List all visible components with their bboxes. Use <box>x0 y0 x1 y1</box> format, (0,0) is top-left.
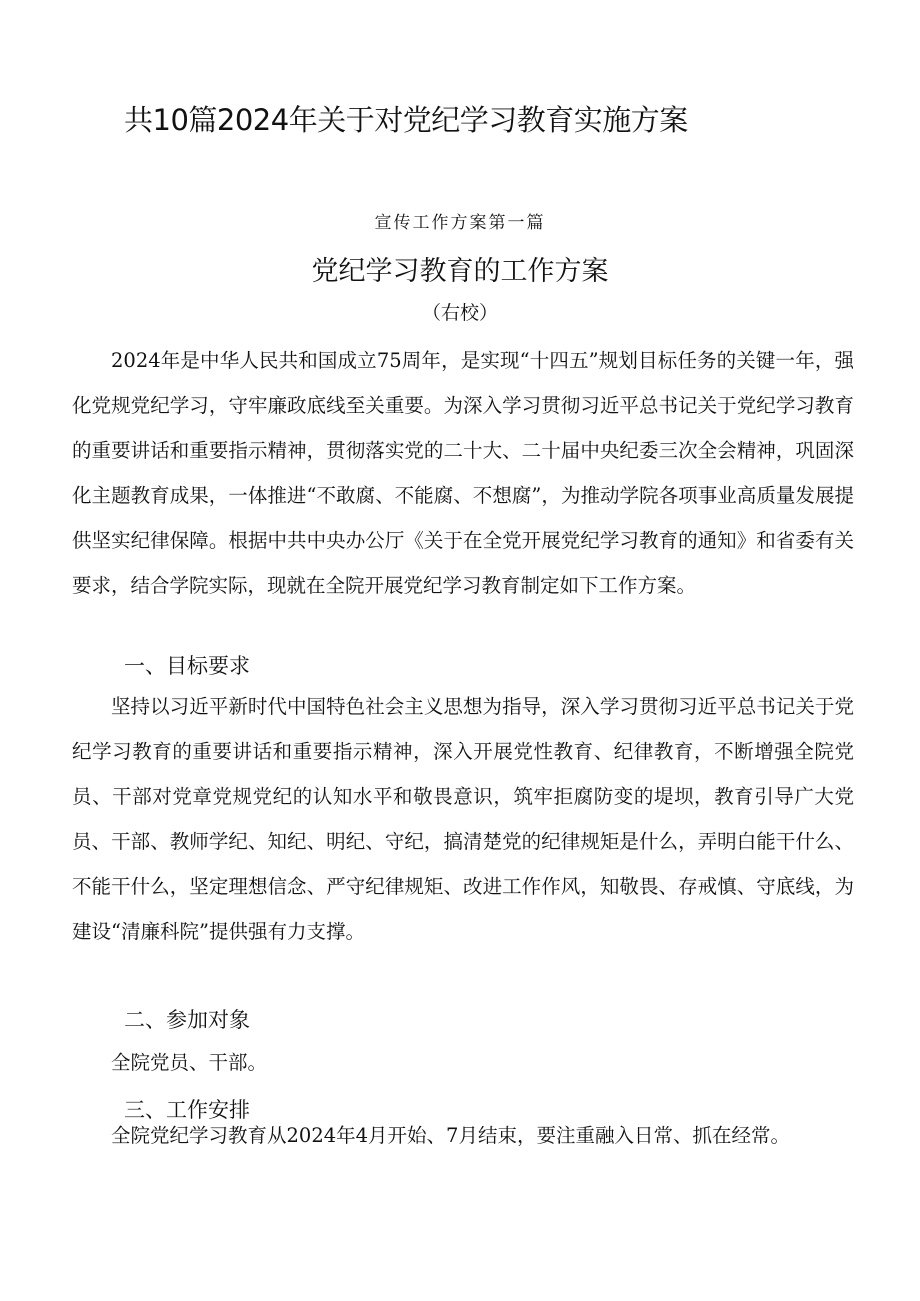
section-heading-goals: 一、目标要求 <box>124 654 250 678</box>
section-heading-arrangement: 三、工作安排 <box>124 1098 250 1122</box>
intro-paragraph: 2024年是中华人民共和国成立75周年，是实现“十四五”规划目标任务的关键一年，强化党规党纪学习，守牢廉政底线至关重要。为深入学习贯彻习近平总书记关于党纪学习教育的重要讲话和重要指示精神，贯彻落实党的二十大、二十届中央纪委三次全会精神，巩固深化主题教育成果，一体推进“不敢腐、不能腐、不想腐”，为推动学院各项事业高质量发展提供坚实纪律保障。根据中共中央办公厅《关于在全党开展党纪学习教育的通知》和省委有关要求，结合学院实际，现就在全院开展党纪学习教育制定如下工作方案。 <box>72 349 854 597</box>
section-heading-participants: 二、参加对象 <box>124 1008 250 1032</box>
document-subtitle: 宣传工作方案第一篇 <box>374 213 546 233</box>
goals-paragraph: 坚持以习近平新时代中国特色社会主义思想为指导，深入学习贯彻习近平总书记关于党纪学习教育的重要讲话和重要指示精神，深入开展党性教育、纪律教育，不断增强全院党员、干部对党章党规党纪的认知水平和敬畏意识，筑牢拒腐防变的堤坝，教育引导广大党员、干部、教师学纪、知纪、明纪、守纪，搞清楚党的纪律规矩是什么，弄明白能干什么、不能干什么，坚定理想信念、严守纪律规矩、改进工作作风，知敬畏、存戒慎、守底线，为建设“清廉科院”提供强有力支撑。 <box>72 695 854 943</box>
school-name: （右校） <box>421 302 498 324</box>
plan-title: 党纪学习教育的工作方案 <box>311 256 609 287</box>
document-title: 共10篇2024年关于对党纪学习教育实施方案 <box>124 103 688 137</box>
arrangement-paragraph: 全院党纪学习教育从2024年4月开始、7月结束，要注重融入日常、抓在经常。 <box>111 1124 790 1147</box>
participants-paragraph: 全院党员、干部。 <box>111 1051 268 1074</box>
